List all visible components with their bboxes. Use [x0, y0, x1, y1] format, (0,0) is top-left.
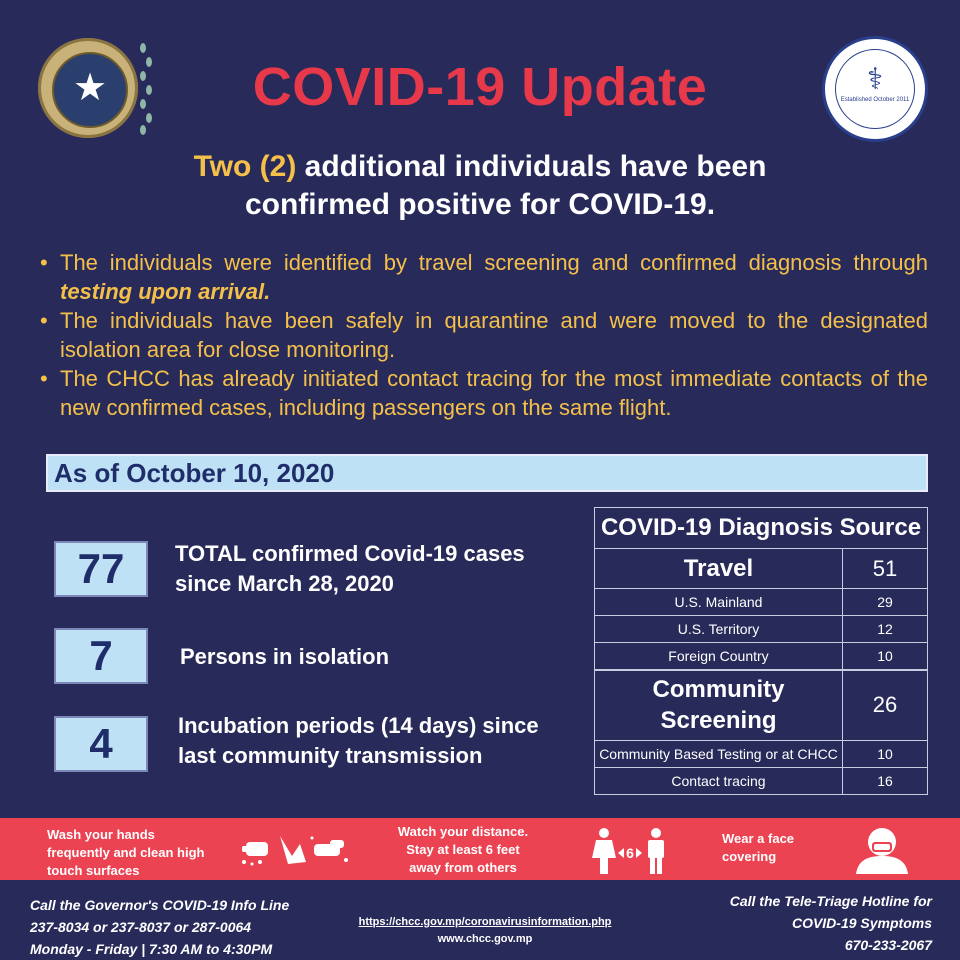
headline: [120, 148, 840, 224]
table-row-value: 12: [843, 616, 928, 643]
governor-info-line: Call the Governor's COVID-19 Info Line 237-8034 or 237-8037 or 287-0064 Monday - Friday | 7:30 AM to 4:30PM: [30, 897, 290, 957]
table-row-label: U.S. Territory: [595, 616, 843, 643]
bullet-list: [38, 248, 928, 422]
bullet-item: • The individuals were identified by travel screening and confirmed diagnosis through testing upon arrival.: [38, 248, 928, 306]
table-row-value: 16: [843, 767, 928, 794]
bullet-item: • The individuals have been safely in quarantine and were moved to the designated isolation area for close monitoring.: [38, 306, 928, 364]
total-cases-label: TOTAL confirmed Covid-19 cases since March 28, 2020: [175, 541, 525, 596]
headline-rest: additional individuals have been confirmed positive for COVID-19.: [244, 150, 767, 221]
coronavirus-info-link[interactable]: https://chcc.gov.mp/coronavirusinformation.php: [358, 916, 612, 928]
table-row-label: Foreign Country: [595, 643, 843, 671]
table-row-label: Contact tracing: [595, 767, 843, 794]
headline-highlight: Two (2): [193, 150, 297, 183]
star-icon: ★: [72, 67, 108, 109]
bullet-item: • The CHCC has already initiated contact tracing for the most immediate contacts of the new confirmed cases, including passengers on the same flight.: [38, 364, 928, 422]
website-links: [330, 914, 640, 948]
website-url: www.chcc.gov.mp: [437, 933, 533, 945]
table-row-label: U.S. Mainland: [595, 589, 843, 616]
handwashing-icon: [240, 832, 350, 868]
table-row-value: 10: [843, 740, 928, 767]
table-row-value: 29: [843, 589, 928, 616]
isolation-label: Persons in isolation: [180, 644, 390, 669]
travel-total: 51: [843, 549, 928, 589]
face-mask-icon: [852, 826, 912, 874]
caduceus-icon: ⚕: [866, 63, 884, 96]
table-row-value: 10: [843, 643, 928, 671]
table-title: COVID-19 Diagnosis Source: [595, 508, 928, 549]
diagnosis-source-table: [594, 507, 928, 795]
isolation-value: 7: [54, 628, 148, 684]
table-row-label: Community Based Testing or at CHCC: [595, 740, 843, 767]
distance-tip: Watch your distance. Stay at least 6 feet away from others: [397, 824, 529, 875]
social-distance-icon: [590, 826, 670, 876]
total-cases-value: 77: [54, 541, 148, 597]
as-of-date-banner: As of October 10, 2020: [46, 454, 928, 492]
community-screening-label: Community Screening: [595, 670, 843, 740]
distance-number: 6: [626, 845, 634, 861]
wash-hands-tip: Wash your hands frequently and clean high touch surfaces: [47, 827, 205, 878]
face-covering-tip: Wear a face covering: [722, 831, 795, 864]
page-title: COVID-19 Update: [252, 57, 708, 117]
community-total: 26: [843, 670, 928, 740]
travel-label: Travel: [595, 549, 843, 589]
incubation-periods-value: 4: [54, 716, 148, 772]
chcc-logo-established: Established October 2011: [840, 97, 910, 103]
incubation-periods-label: Incubation periods (14 days) since last community transmission: [178, 713, 539, 768]
tele-triage-hotline: Call the Tele-Triage Hotline for COVID-19 Symptoms 670-233-2067: [729, 893, 932, 953]
